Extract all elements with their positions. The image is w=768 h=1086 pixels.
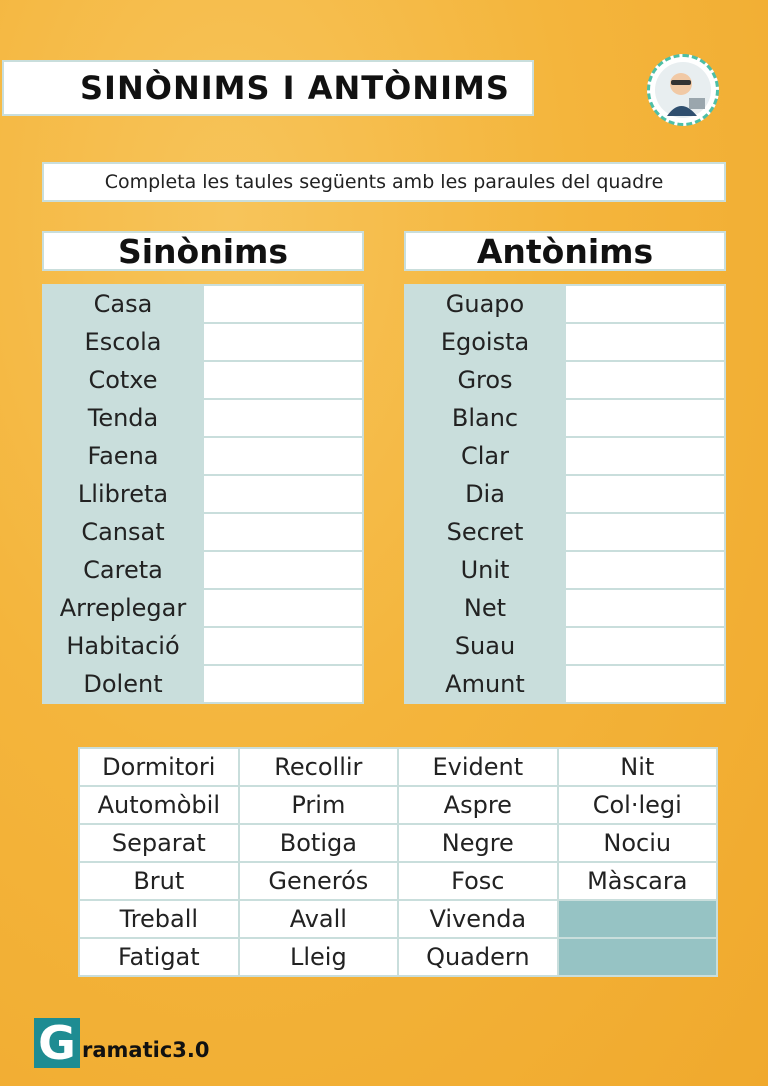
- table-row: [43, 665, 363, 703]
- word-bank-cell: Recollir: [239, 748, 398, 786]
- word-bank-cell: Fosc: [398, 862, 557, 900]
- word-bank-cell: Brut: [79, 862, 239, 900]
- word-cell: Dolent: [43, 665, 203, 703]
- brand-logo: [34, 1018, 209, 1068]
- table-row: [43, 513, 363, 551]
- answer-cell[interactable]: [565, 399, 725, 437]
- table-row: [405, 437, 725, 475]
- word-bank-cell: Nociu: [558, 824, 717, 862]
- table-row: [405, 551, 725, 589]
- table-row: [43, 437, 363, 475]
- word-cell: Blanc: [405, 399, 565, 437]
- answer-cell[interactable]: [565, 589, 725, 627]
- answer-cell[interactable]: [203, 323, 363, 361]
- word-cell: Escola: [43, 323, 203, 361]
- table-row: [43, 551, 363, 589]
- title-bar: [2, 60, 534, 116]
- word-bank-cell: Màscara: [558, 862, 717, 900]
- answer-cell[interactable]: [203, 361, 363, 399]
- word-bank-cell: Negre: [398, 824, 557, 862]
- answer-cell[interactable]: [565, 551, 725, 589]
- answer-cell[interactable]: [565, 475, 725, 513]
- answer-cell[interactable]: [565, 323, 725, 361]
- word-bank-cell: Quadern: [398, 938, 557, 976]
- answer-cell[interactable]: [565, 627, 725, 665]
- table-row: [405, 361, 725, 399]
- instruction-text: Completa les taules següents amb les paraules del quadre: [42, 162, 726, 202]
- answer-cell[interactable]: [565, 665, 725, 703]
- word-bank-cell: Generós: [239, 862, 398, 900]
- answer-cell[interactable]: [203, 399, 363, 437]
- table-row: [405, 475, 725, 513]
- word-cell: Amunt: [405, 665, 565, 703]
- word-cell: Guapo: [405, 285, 565, 323]
- word-bank: [78, 747, 718, 977]
- word-cell: Dia: [405, 475, 565, 513]
- word-bank-cell: Lleig: [239, 938, 398, 976]
- answer-cell[interactable]: [203, 513, 363, 551]
- word-cell: Arreplegar: [43, 589, 203, 627]
- word-bank-row: [79, 786, 717, 824]
- avatar: [647, 54, 719, 126]
- word-bank-cell: Separat: [79, 824, 239, 862]
- word-cell: Secret: [405, 513, 565, 551]
- word-cell: Faena: [43, 437, 203, 475]
- table-row: [405, 323, 725, 361]
- page-title: SINÒNIMS I ANTÒNIMS: [80, 69, 510, 107]
- word-bank-row: [79, 748, 717, 786]
- table-row: [43, 589, 363, 627]
- word-bank-cell: Vivenda: [398, 900, 557, 938]
- table-row: [43, 399, 363, 437]
- table-row: [405, 513, 725, 551]
- word-bank-cell: Treball: [79, 900, 239, 938]
- empty-cell: [558, 900, 717, 938]
- word-cell: Tenda: [43, 399, 203, 437]
- word-cell: Cotxe: [43, 361, 203, 399]
- avatar-icon: [653, 60, 713, 120]
- brand-name: ramatic3.0: [82, 1038, 210, 1062]
- word-bank-row: [79, 900, 717, 938]
- word-bank-cell: Dormitori: [79, 748, 239, 786]
- table-row: [405, 399, 725, 437]
- table-row: [43, 361, 363, 399]
- synonyms-table: [42, 284, 364, 704]
- word-bank-cell: Automòbil: [79, 786, 239, 824]
- table-row: [405, 627, 725, 665]
- word-bank-cell: Botiga: [239, 824, 398, 862]
- table-row: [43, 323, 363, 361]
- word-bank-cell: Fatigat: [79, 938, 239, 976]
- word-bank-cell: Avall: [239, 900, 398, 938]
- antonyms-heading: Antònims: [404, 231, 726, 271]
- word-cell: Egoista: [405, 323, 565, 361]
- answer-cell[interactable]: [203, 551, 363, 589]
- word-bank-cell: Prim: [239, 786, 398, 824]
- word-cell: Suau: [405, 627, 565, 665]
- word-cell: Cansat: [43, 513, 203, 551]
- answer-cell[interactable]: [565, 285, 725, 323]
- word-bank-row: [79, 938, 717, 976]
- word-cell: Casa: [43, 285, 203, 323]
- answer-cell[interactable]: [565, 361, 725, 399]
- table-row: [405, 589, 725, 627]
- answer-cell[interactable]: [203, 665, 363, 703]
- answer-cell[interactable]: [203, 475, 363, 513]
- word-cell: Gros: [405, 361, 565, 399]
- word-cell: Clar: [405, 437, 565, 475]
- word-bank-cell: Col·legi: [558, 786, 717, 824]
- word-cell: Net: [405, 589, 565, 627]
- answer-cell[interactable]: [565, 513, 725, 551]
- word-cell: Unit: [405, 551, 565, 589]
- word-bank-cell: Aspre: [398, 786, 557, 824]
- word-bank-row: [79, 862, 717, 900]
- word-cell: Habitació: [43, 627, 203, 665]
- table-row: [43, 627, 363, 665]
- answer-cell[interactable]: [565, 437, 725, 475]
- word-bank-row: [79, 824, 717, 862]
- answer-cell[interactable]: [203, 627, 363, 665]
- synonyms-heading: Sinònims: [42, 231, 364, 271]
- table-row: [405, 665, 725, 703]
- table-row: [43, 285, 363, 323]
- table-row: [405, 285, 725, 323]
- answer-cell[interactable]: [203, 589, 363, 627]
- brand-letter: G: [34, 1018, 80, 1068]
- antonyms-table: [404, 284, 726, 704]
- answer-cell[interactable]: [203, 285, 363, 323]
- word-bank-cell: Nit: [558, 748, 717, 786]
- answer-cell[interactable]: [203, 437, 363, 475]
- word-cell: Llibreta: [43, 475, 203, 513]
- empty-cell: [558, 938, 717, 976]
- word-bank-cell: Evident: [398, 748, 557, 786]
- table-row: [43, 475, 363, 513]
- word-cell: Careta: [43, 551, 203, 589]
